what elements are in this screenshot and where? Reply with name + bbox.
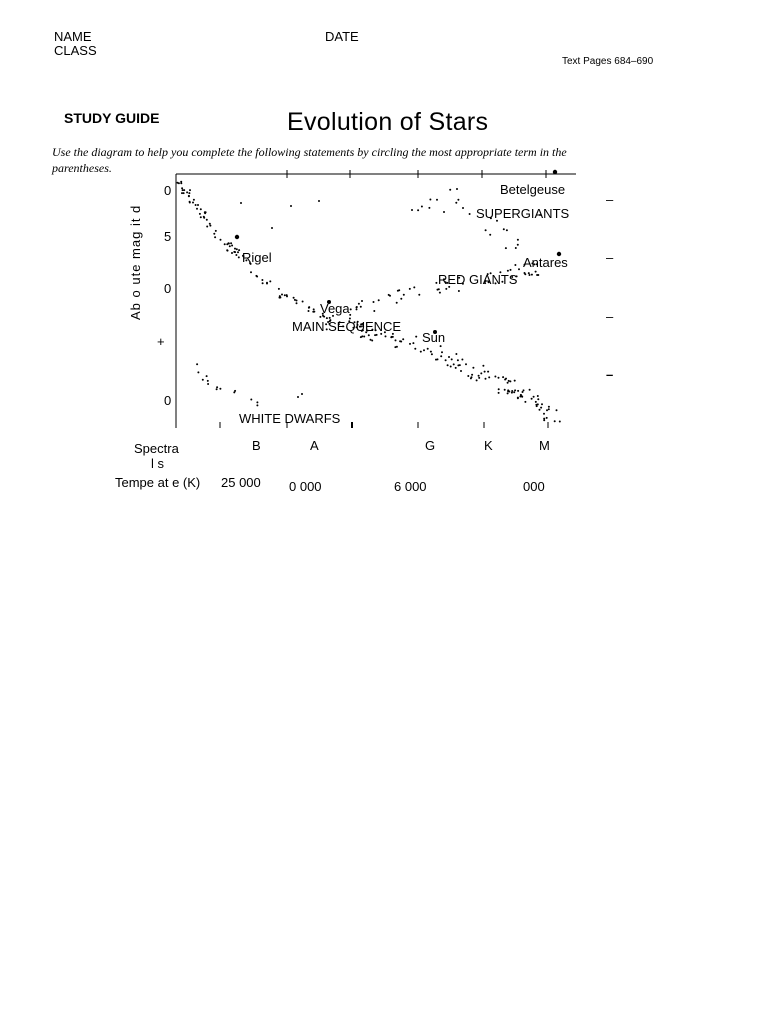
star-dot — [494, 376, 496, 378]
y-tick-label: + — [157, 334, 165, 349]
star-dot — [415, 336, 417, 338]
star-dot — [506, 229, 508, 231]
star-dot — [504, 389, 506, 391]
star-dot — [206, 375, 208, 377]
star-dot — [489, 234, 491, 236]
star-dot — [420, 351, 422, 353]
spectral-class-label: M — [539, 438, 550, 453]
star-dot — [484, 371, 486, 373]
star-dot — [319, 316, 321, 318]
star-dot — [427, 348, 429, 350]
star-dot — [286, 294, 288, 296]
star-dot — [235, 235, 239, 239]
star-dot — [189, 201, 191, 203]
star-dot — [224, 243, 226, 245]
star-dot — [192, 202, 194, 204]
star-dot — [443, 211, 445, 213]
star-dot — [233, 251, 235, 253]
star-dot — [200, 208, 202, 210]
star-dot — [517, 397, 519, 399]
star-dot — [507, 389, 509, 391]
star-dot — [524, 272, 526, 274]
star-dot — [294, 299, 296, 301]
star-dot — [445, 288, 447, 290]
star-dot — [213, 233, 215, 235]
star-dot — [216, 388, 218, 390]
star-dot — [507, 392, 509, 394]
star-dot — [256, 404, 258, 406]
star-dot — [546, 409, 548, 411]
star-dot — [385, 335, 387, 337]
star-label-rigel: Rigel — [242, 250, 272, 265]
star-dot — [183, 192, 185, 194]
star-dot — [430, 351, 432, 353]
star-dot — [455, 367, 457, 369]
spectral-label: Spectra — [134, 441, 179, 456]
star-dot — [231, 252, 233, 254]
star-dot — [411, 209, 413, 211]
temperature-label: Tempe at e (K) — [115, 475, 201, 490]
star-dot — [195, 204, 197, 206]
star-dot — [234, 248, 236, 250]
star-dot — [193, 199, 195, 201]
right-mark: – — [606, 192, 614, 207]
star-dot — [460, 370, 462, 372]
star-dot — [398, 289, 400, 291]
star-dot — [498, 392, 500, 394]
star-dot — [238, 256, 240, 258]
star-dot — [453, 363, 455, 365]
star-dot — [472, 367, 474, 369]
star-dot — [373, 301, 375, 303]
star-dot — [216, 386, 218, 388]
star-dot — [471, 374, 473, 376]
star-dot — [502, 376, 504, 378]
star-dot — [361, 300, 363, 302]
star-dot — [403, 294, 405, 296]
star-dot — [439, 292, 441, 294]
star-dot — [554, 420, 556, 422]
star-dot — [523, 389, 525, 391]
star-dot — [181, 187, 183, 189]
star-dot — [391, 336, 393, 338]
star-dot — [412, 342, 414, 344]
star-dot — [197, 371, 199, 373]
star-dot — [368, 334, 370, 336]
star-dot — [482, 365, 484, 367]
star-dot — [451, 358, 453, 360]
star-dot — [356, 308, 358, 310]
star-dot — [440, 355, 442, 357]
star-dot — [209, 225, 211, 227]
star-dot — [378, 299, 380, 301]
star-dot — [262, 282, 264, 284]
star-dot — [513, 391, 515, 393]
star-dot — [485, 378, 487, 380]
star-dot — [226, 249, 228, 251]
star-dot — [518, 268, 520, 270]
star-label-betelgeuse: Betelgeuse — [500, 182, 566, 197]
star-dot — [498, 377, 500, 379]
star-dot — [302, 301, 304, 303]
page-title: Evolution of Stars — [287, 108, 489, 136]
star-dot — [395, 339, 397, 341]
star-dot — [226, 243, 228, 245]
star-dot — [441, 351, 443, 353]
star-dot — [206, 219, 208, 221]
star-dot — [548, 408, 550, 410]
star-dot — [529, 274, 531, 276]
star-dot — [231, 245, 233, 247]
star-dot — [363, 336, 365, 338]
star-dot — [503, 228, 505, 230]
star-dot — [400, 341, 402, 343]
star-dot — [514, 380, 516, 382]
star-dot — [488, 376, 490, 378]
star-dot — [480, 372, 482, 374]
star-dot — [297, 396, 299, 398]
star-dot — [206, 226, 208, 228]
y-tick-label: 0 — [164, 183, 172, 198]
star-dot — [445, 359, 447, 361]
star-dot — [234, 390, 236, 392]
star-dot — [553, 170, 557, 174]
star-dot — [498, 388, 500, 390]
star-dot — [541, 403, 543, 405]
star-dot — [540, 407, 542, 409]
star-dot — [389, 295, 391, 297]
star-dot — [409, 288, 411, 290]
star-dot — [504, 379, 506, 381]
star-dot — [459, 364, 461, 366]
star-dot — [418, 294, 420, 296]
star-dot — [308, 306, 310, 308]
star-dot — [529, 389, 531, 391]
star-dot — [537, 403, 539, 405]
region-label-red-giants: RED GIANTS — [438, 272, 518, 287]
star-dot — [196, 208, 198, 210]
star-dot — [356, 306, 358, 308]
star-dot — [284, 294, 286, 296]
star-dot — [219, 388, 221, 390]
star-dot — [278, 288, 280, 290]
star-dot — [469, 213, 471, 215]
star-dot — [438, 288, 440, 290]
star-dot — [478, 375, 480, 377]
star-dot — [180, 182, 182, 184]
star-dot — [414, 348, 416, 350]
star-dot — [358, 303, 360, 305]
star-dot — [271, 227, 273, 229]
star-dot — [556, 409, 558, 411]
star-dot — [197, 204, 199, 206]
star-dot — [220, 239, 222, 241]
instructions: Use the diagram to help you complete the following statements by circling the most appropriate term in the parentheses. — [52, 145, 567, 175]
star-dot — [396, 346, 398, 348]
star-dot — [467, 375, 469, 377]
star-dot — [215, 230, 217, 232]
star-dot — [200, 216, 202, 218]
right-mark: – — [606, 367, 614, 382]
star-dot — [535, 271, 537, 273]
star-dot — [237, 251, 239, 253]
temperature-tick-label: 0 000 — [289, 479, 322, 494]
spectral-class-label: A — [310, 438, 319, 453]
star-dot — [417, 209, 419, 211]
spectral-class-label: G — [425, 438, 436, 453]
star-dot — [536, 274, 538, 276]
star-dot — [177, 182, 179, 184]
star-dot — [487, 371, 489, 373]
star-label-vega: Vega — [320, 301, 350, 316]
star-dot — [514, 264, 516, 266]
star-dot — [429, 199, 431, 201]
star-dot — [235, 254, 237, 256]
y-tick-label: 5 — [164, 229, 172, 244]
spectral-label-line2: l s — [151, 456, 164, 471]
y-tick-label: 0 — [164, 281, 172, 296]
y-axis-label: Ab o ute mag it d — [128, 204, 143, 320]
spectral-class-label: B — [252, 438, 261, 453]
star-dot — [281, 294, 283, 296]
star-dot — [318, 200, 320, 202]
star-dot — [250, 399, 252, 401]
star-dot — [455, 353, 457, 355]
star-dot — [186, 191, 188, 193]
star-dot — [308, 310, 310, 312]
star-dot — [470, 377, 472, 379]
star-dot — [478, 377, 480, 379]
star-dot — [456, 188, 458, 190]
star-dot — [437, 358, 439, 360]
star-dot — [536, 405, 538, 407]
star-dot — [533, 396, 535, 398]
star-dot — [511, 392, 513, 394]
star-dot — [209, 223, 211, 225]
star-label-antares: Antares — [523, 255, 568, 270]
star-dot — [531, 274, 533, 276]
star-dot — [409, 343, 411, 345]
star-dot — [189, 189, 191, 191]
region-label-supergiants: SUPERGIANTS — [476, 206, 570, 221]
star-dot — [214, 236, 216, 238]
star-dot — [539, 409, 541, 411]
star-dot — [203, 217, 205, 219]
star-dot — [207, 383, 209, 385]
text-pages: Text Pages 684–690 — [562, 56, 654, 67]
star-dot — [448, 356, 450, 358]
star-dot — [458, 290, 460, 292]
star-dot — [204, 212, 206, 214]
star-dot — [188, 192, 190, 194]
temperature-tick-label: 000 — [523, 479, 545, 494]
star-dot — [373, 310, 375, 312]
star-dot — [476, 379, 478, 381]
star-dot — [510, 269, 512, 271]
star-dot — [290, 205, 292, 207]
star-dot — [236, 248, 238, 250]
region-label-white-dwarfs: WHITE DWARFS — [239, 411, 341, 426]
star-dot — [528, 272, 530, 274]
star-dot — [509, 380, 511, 382]
star-dot — [229, 245, 231, 247]
star-dot — [196, 363, 198, 365]
star-dot — [396, 302, 398, 304]
star-dot — [188, 195, 190, 197]
star-dot — [546, 417, 548, 419]
star-dot — [449, 189, 451, 191]
temperature-tick-label: 6 000 — [394, 479, 427, 494]
star-dot — [293, 297, 295, 299]
star-dot — [413, 286, 415, 288]
star-dot — [517, 244, 519, 246]
star-dot — [374, 334, 376, 336]
star-dot — [230, 242, 232, 244]
star-dot — [250, 271, 252, 273]
right-mark: – — [606, 309, 614, 324]
star-dot — [296, 302, 298, 304]
star-dot — [524, 401, 526, 403]
name-label: NAME — [54, 29, 92, 44]
star-dot — [517, 390, 519, 392]
star-dot — [457, 359, 459, 361]
region-label-main-sequence: MAIN SEQUENCE — [292, 319, 402, 334]
star-dot — [505, 247, 507, 249]
temperature-tick-label: 25 000 — [221, 475, 261, 490]
star-dot — [371, 340, 373, 342]
star-dot — [207, 380, 209, 382]
study-guide-label: STUDY GUIDE — [64, 110, 160, 126]
star-dot — [238, 249, 240, 251]
star-dot — [199, 213, 201, 215]
star-dot — [537, 398, 539, 400]
star-dot — [183, 189, 185, 191]
star-dot — [455, 202, 457, 204]
star-dot — [313, 308, 315, 310]
star-dot — [240, 202, 242, 204]
star-dot — [537, 395, 539, 397]
star-dot — [462, 207, 464, 209]
star-label-sun: Sun — [422, 330, 446, 345]
star-dot — [279, 295, 281, 297]
star-dot — [457, 199, 459, 201]
spectral-class-label: K — [484, 438, 493, 453]
star-dot — [256, 401, 258, 403]
star-dot — [548, 406, 550, 408]
star-dot — [461, 359, 463, 361]
star-dot — [431, 353, 433, 355]
star-dot — [514, 389, 516, 391]
star-dot — [313, 311, 315, 313]
star-dot — [450, 366, 452, 368]
star-dot — [400, 298, 402, 300]
star-dot — [508, 380, 510, 382]
star-dot — [360, 306, 362, 308]
star-dot — [261, 279, 263, 281]
star-dot — [517, 239, 519, 241]
star-dot — [543, 413, 545, 415]
star-dot — [436, 199, 438, 201]
class-label: CLASS — [54, 43, 97, 58]
star-dot — [465, 363, 467, 365]
star-dot — [402, 338, 404, 340]
star-dot — [485, 229, 487, 231]
star-dot — [360, 336, 362, 338]
star-dot — [535, 401, 537, 403]
star-dot — [447, 364, 449, 366]
date-label: DATE — [325, 29, 359, 44]
star-dot — [423, 349, 425, 351]
star-dot — [266, 283, 268, 285]
right-mark: – — [606, 250, 614, 265]
star-dot — [256, 276, 258, 278]
star-dot — [350, 308, 352, 310]
star-dot — [202, 379, 204, 381]
star-dot — [515, 247, 517, 249]
star-dot — [421, 206, 423, 208]
y-tick-label: 0 — [164, 393, 172, 408]
star-dot — [269, 280, 271, 282]
star-dot — [301, 393, 303, 395]
star-dot — [559, 421, 561, 423]
star-dot — [521, 396, 523, 398]
star-dot — [543, 419, 545, 421]
star-dot — [531, 398, 533, 400]
star-dot — [440, 345, 442, 347]
star-dot — [428, 207, 430, 209]
star-dot — [507, 382, 509, 384]
